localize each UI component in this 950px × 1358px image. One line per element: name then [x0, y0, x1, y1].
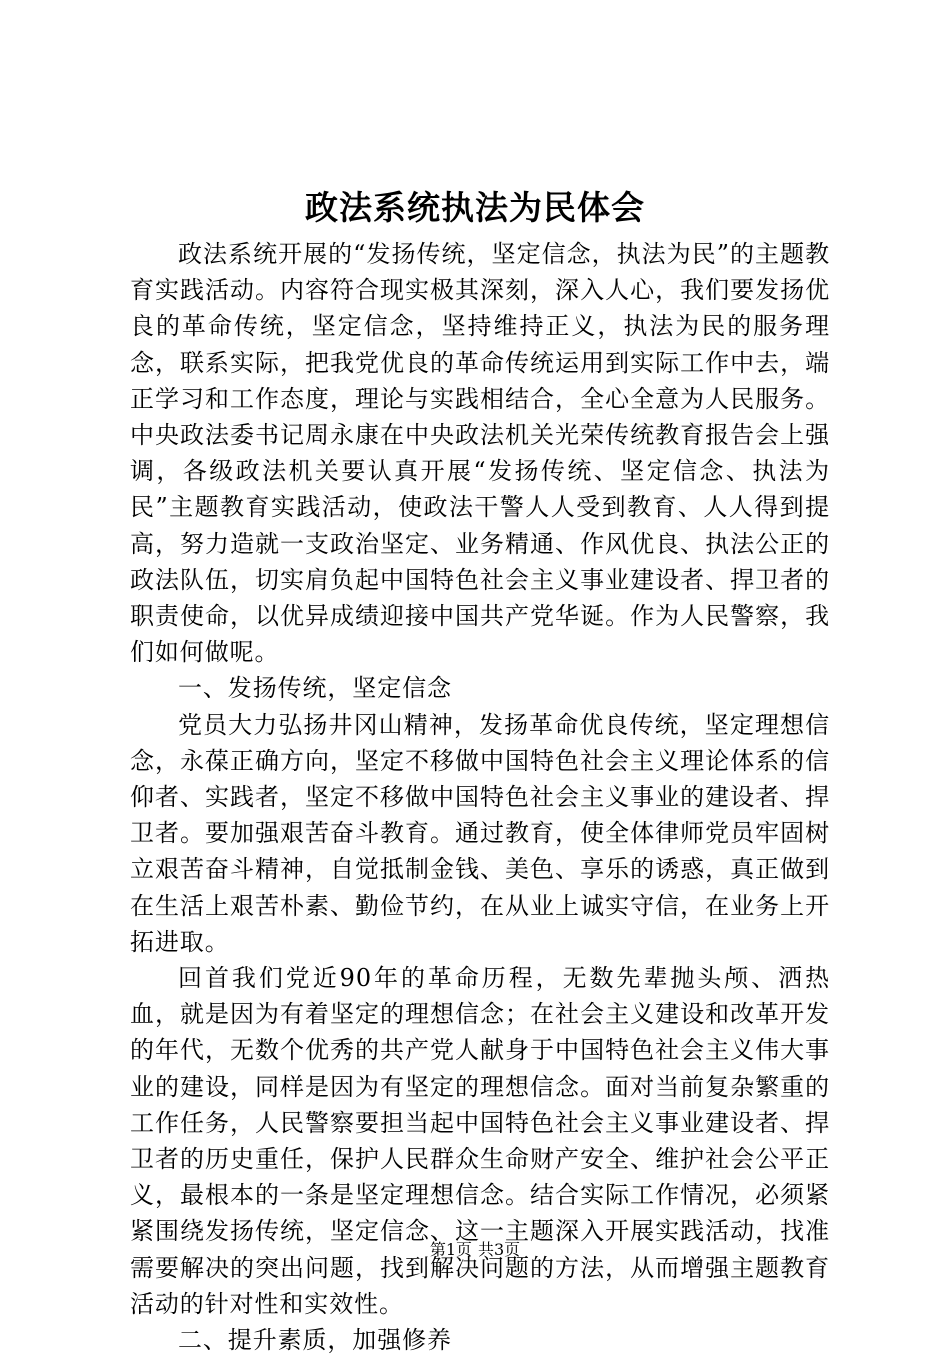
- document-title: 政法系统执法为民体会: [305, 188, 645, 227]
- section-heading-1: 一、发扬传统，坚定信念: [178, 674, 452, 703]
- page-total: 共3页: [478, 1240, 521, 1259]
- intro-paragraph: 政法系统开展的“发扬传统，坚定信念，执法为民”的主题教育实践活动。内容符合现实极其深刻，深入人心，我们要发扬优良的革命传统，坚定信念，坚持维持正义，执法为民的服务理念，联系实际，把我党优良的革命传统运用到实际工作中去，端正学习和工作态度，理论与实践相结合，全心全意为人民服务。中央政法委书记周永康在中央政法机关光荣传统教育报告会上强调，各级政法机关要认真开展“发扬传统、坚定信念、执法为民”主题教育实践活动，使政法干警人人受到教育、人人得到提高，努力造就一支政治坚定、业务精通、作风优良、执法公正的政法队伍，切实肩负起中国特色社会主义事业建设者、捍卫者的职责使命，以优异成绩迎接中国共产党华诞。作为人民警察，我们如何做呢。: [130, 240, 830, 667]
- body-paragraph: 回首我们党近90年的革命历程，无数先辈抛头颅、洒热血，就是因为有着坚定的理想信念；在社会主义建设和改革开发的年代，无数个优秀的共产党人献身于中国特色社会主义伟大事业的建设，同样是因为有坚定的理想信念。面对当前复杂繁重的工作任务，人民警察要担当起中国特色社会主义事业建设者、捍卫者的历史重任，保护人民群众生命财产安全、维护社会公平正义，最根本的一条是坚定理想信念。结合实际工作情况，必须紧紧围绕发扬传统，坚定信念、这一主题深入开展实践活动，找准需要解决的突出问题，找到解决问题的方法，从而增强主题教育活动的针对性和实效性。: [130, 964, 830, 1318]
- document-body: [130, 236, 830, 1358]
- page-number: 第1页: [429, 1240, 472, 1259]
- page-footer: [0, 1240, 950, 1260]
- section-heading-2: 二、提升素质，加强修养: [178, 1326, 452, 1355]
- body-paragraph: 党员大力弘扬井冈山精神，发扬革命优良传统，坚定理想信念，永葆正确方向，坚定不移做中国特色社会主义理论体系的信仰者、实践者，坚定不移做中国特色社会主义事业的建设者、捍卫者。要加强艰苦奋斗教育。通过教育，使全体律师党员牢固树立艰苦奋斗精神，自觉抵制金钱、美色、享乐的诱惑，真正做到在生活上艰苦朴素、勤俭节约，在从业上诚实守信，在业务上开拓进取。: [130, 710, 830, 956]
